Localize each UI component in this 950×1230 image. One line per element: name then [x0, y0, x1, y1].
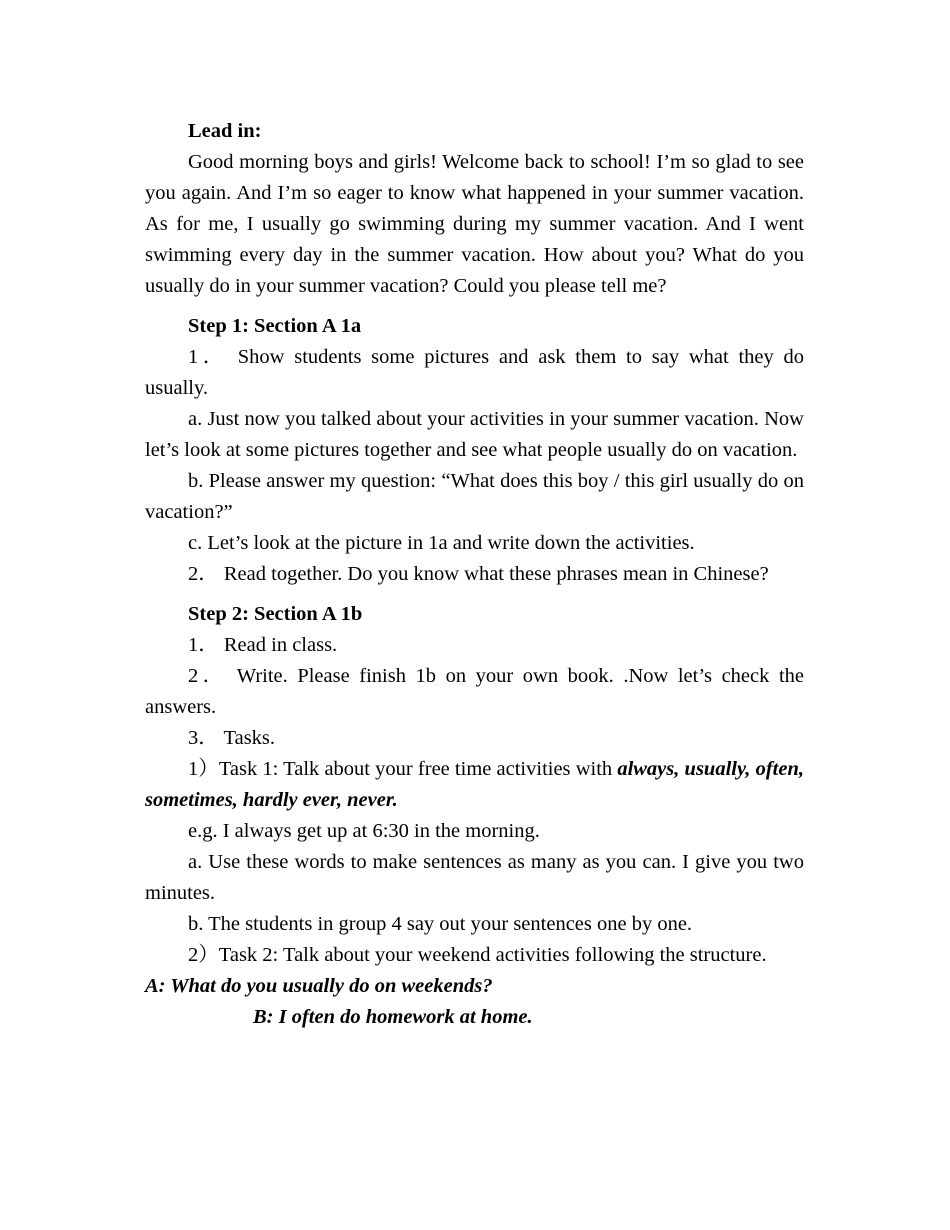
document-page [145, 116, 804, 1033]
step2-heading: Step 2: Section A 1b [188, 603, 363, 625]
lead-in-paragraph: Good morning boys and girls! Welcome back to school! I’m so glad to see you again. And I’m so eager to know what happened in your summer vacation. As for me, I usually go swimming during my summer vacation. And I went swimming every day in the summer vacation. How about you? What do you usually do in your summer vacation? Could you please tell me? [145, 151, 804, 297]
step1-item-b: b. Please answer my question: “What does this boy / this girl usually do on vacation?” [145, 470, 804, 523]
task1-item-b: b. The students in group 4 say out your sentences one by one. [188, 913, 693, 935]
step2-item-3: 3． Tasks. [188, 727, 276, 749]
step2-item-1: 1． Read in class. [188, 634, 338, 656]
task1-item-a: a. Use these words to make sentences as many as you can. I give you two minutes. [145, 851, 804, 904]
step1-item-2: 2． Read together. Do you know what these phrases mean in Chinese? [188, 563, 769, 585]
dialog-line-a: A: What do you usually do on weekends? [145, 975, 493, 997]
lead-in-heading: Lead in: [188, 120, 262, 142]
step1-item-1: 1． Show students some pictures and ask them to say what they do usually. [145, 346, 804, 399]
task1-frequency-words: always, usually, often, sometimes, hardly ever, never. [145, 758, 804, 811]
step1-item-c: c. Let’s look at the picture in 1a and write down the activities. [188, 532, 695, 554]
task1-paragraph [145, 754, 804, 816]
task1-prefix: 1）Task 1: Talk about your free time activities with [188, 758, 618, 780]
example-sentence: e.g. I always get up at 6:30 in the morning. [188, 820, 540, 842]
step1-heading: Step 1: Section A 1a [188, 315, 362, 337]
step2-item-2: 2． Write. Please finish 1b on your own book. .Now let’s check the answers. [145, 665, 804, 718]
dialog-line-b: B: I often do homework at home. [253, 1006, 533, 1028]
step1-item-a: a. Just now you talked about your activities in your summer vacation. Now let’s look at some pictures together and see what people usually do on vacation. [145, 408, 804, 461]
task2-paragraph: 2）Task 2: Talk about your weekend activities following the structure. [188, 944, 767, 966]
